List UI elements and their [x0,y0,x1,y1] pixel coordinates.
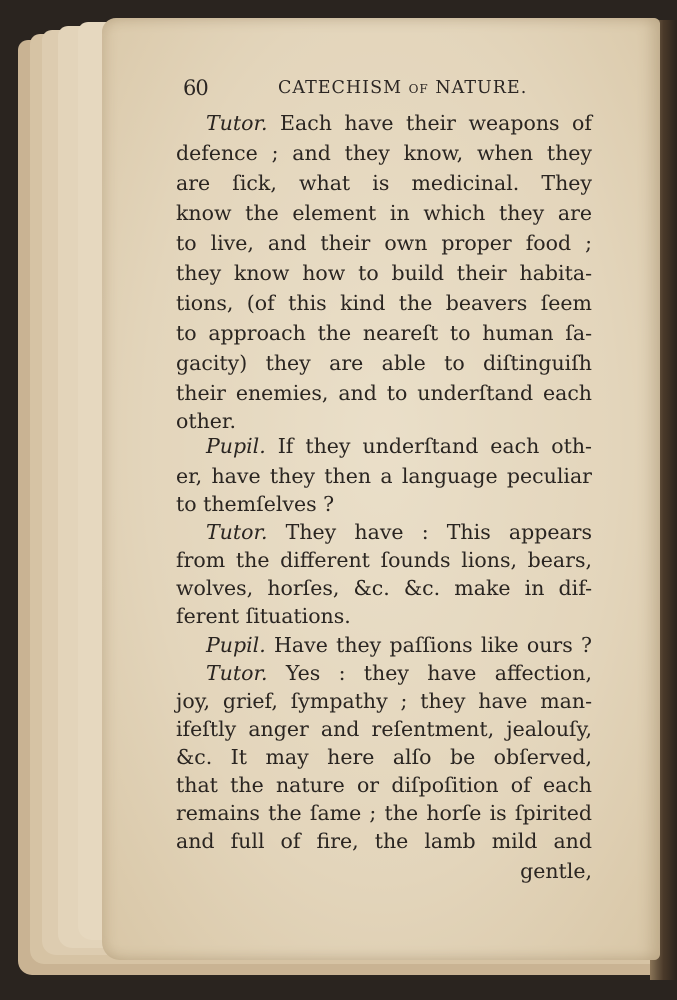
line-text: tions, (of this kind the beavers ſeem [176,291,592,315]
text-line [176,826,592,856]
text-line [206,108,592,138]
line-text: to themſelves ? [176,492,335,516]
speaker-label: Tutor. [206,111,268,135]
catchword [176,856,592,886]
speaker-label: Tutor. [206,520,268,544]
text-line [206,431,592,461]
text-line [176,601,592,631]
line-text: Have they paſſions like ours ? [265,633,592,657]
page-number: 60 [183,76,208,100]
text-line [176,573,592,603]
line-text: they know how to build their habita- [176,261,592,285]
line-text: defence ; and they know, when they [176,141,592,165]
text-line [176,770,592,800]
line-text: er, have they then a language peculiar [176,464,592,488]
line-text: joy, grief, ſympathy ; they have man- [176,689,592,713]
page-header [183,74,563,108]
text-line [176,714,592,744]
line-text: If they underſtand each oth- [265,434,592,458]
text-line [176,288,592,318]
text-line [176,742,592,772]
line-text: ferent ſituations. [176,604,351,628]
text-line [176,318,592,348]
line-text: Each have their weapons of [267,111,592,135]
line-text: wolves, horſes, &c. &c. make in dif- [176,576,592,600]
text-line [176,489,592,519]
line-text: Yes : they have affection, [267,661,592,685]
running-head-nature: NATURE. [435,78,528,98]
text-line [176,198,592,228]
line-text: ifeſtly anger and reſentment, jealouſy, [176,717,592,741]
line-text: They have : This appears [267,520,592,544]
text-line [176,348,592,378]
line-text: to approach the neareſt to human ſa- [176,321,592,345]
line-text: &c. It may here alſo be obſerved, [176,745,592,769]
text-line [176,168,592,198]
text-line [176,228,592,258]
text-line [176,378,592,408]
running-head [278,78,527,98]
text-line [176,138,592,168]
line-text: know the element in which they are [176,201,592,225]
line-text: from the different ſounds lions, bears, [176,548,592,572]
line-text: gentle, [520,859,592,883]
line-text: other. [176,409,236,433]
speaker-label: Pupil. [206,633,266,657]
text-line [176,798,592,828]
text-line [206,630,592,660]
line-text: that the nature or diſpoſition of each [176,773,592,797]
text-line [206,658,592,688]
text-line [176,686,592,716]
speaker-label: Pupil. [206,434,266,458]
text-line [176,545,592,575]
running-head-of: OF [408,82,429,96]
text-line [206,517,592,547]
line-text: are ſick, what is medicinal. They [176,171,592,195]
line-text: to live, and their own proper food ; [176,231,592,255]
running-head-catechism: CATECHISM [278,78,402,98]
text-line [176,258,592,288]
text-line [176,461,592,491]
speaker-label: Tutor. [206,661,268,685]
line-text: remains the ſame ; the horſe is ſpirited [176,801,592,825]
line-text: gacity) they are able to diſtinguiſh [176,351,592,375]
line-text: and full of fire, the lamb mild and [176,829,592,853]
line-text: their enemies, and to underſtand each [176,381,592,405]
